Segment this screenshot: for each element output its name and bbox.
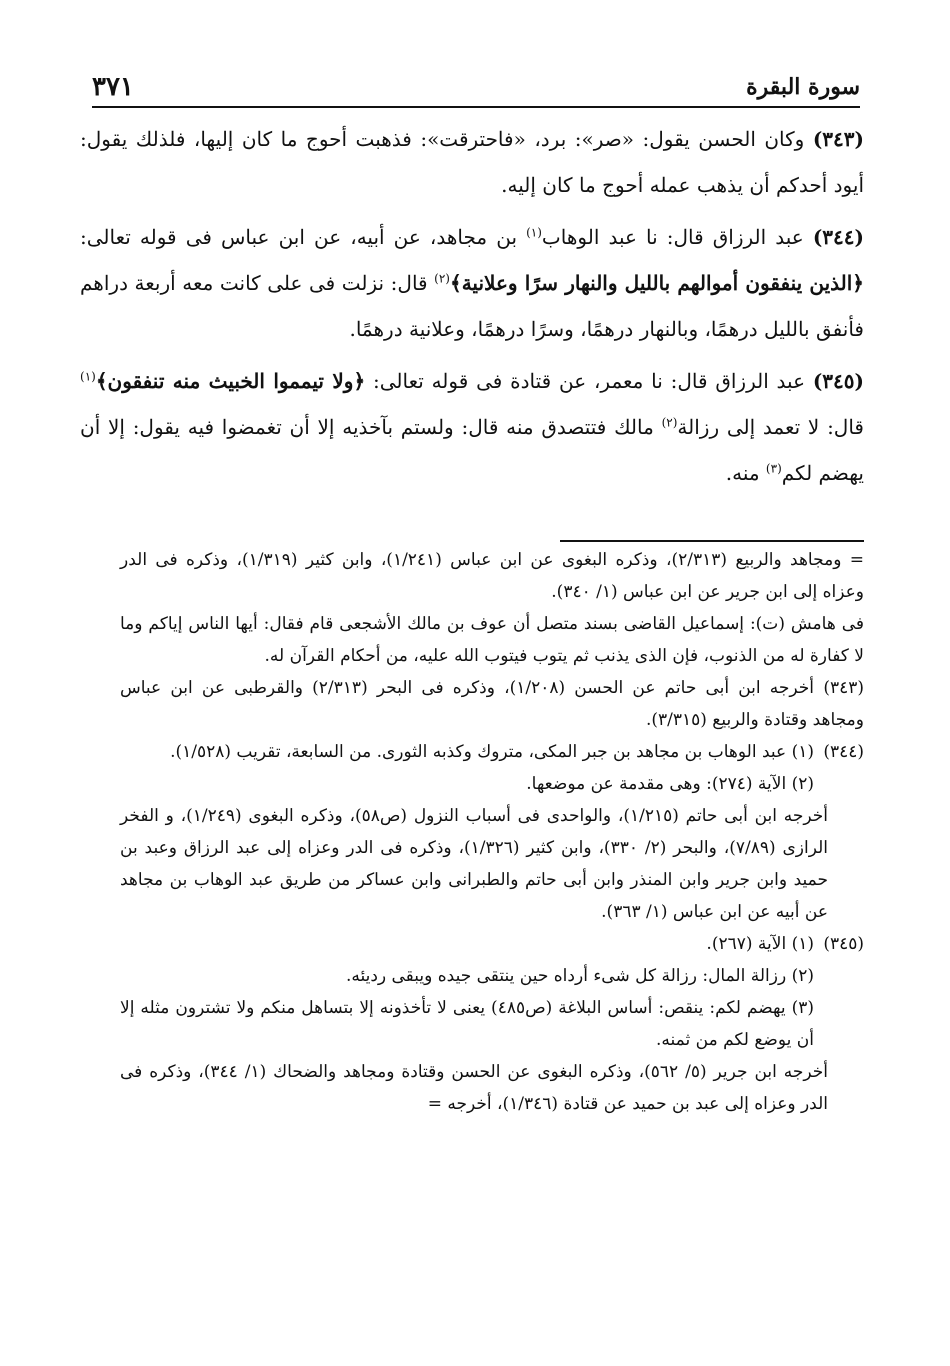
footnote: [120, 672, 864, 736]
footnote-ref: (٣): [765, 461, 782, 476]
footnote-text: (١) الآية (٢٦٧).: [706, 934, 814, 954]
paragraph-text: وكان الحسن يقول: «صر»: برد، «فاحترقت»: فذهبت أحوج ما كان إليها، فلذلك يقول: أيود أحدكم أن يذهب عمله أحوج ما كان إليه.: [80, 127, 864, 197]
paragraph-text: بن مجاهد، عن أبيه، عن ابن عباس فى قوله تعالى:: [80, 225, 527, 249]
paragraph-text: عبد الرزاق قال: نا معمر، عن قتادة فى قوله تعالى:: [365, 369, 813, 393]
paragraph-text: عبد الرزاق قال: نا عبد الوهاب: [541, 225, 813, 249]
paragraph-345: [80, 358, 864, 496]
footnote: [120, 608, 864, 672]
footnote: [120, 928, 864, 960]
footnote-text: (٢) الآية (٢٧٤): وهى مقدمة عن موضعها.: [526, 774, 814, 794]
footnote-text: فى هامش (ت): إسماعيل القاضى بسند متصل أن عوف بن مالك الأشجعى قام فقال: أيها الناس إياكم وما لا كفارة له من الذنوب، فإن الذى يذنب ثم يتوب فيتوب الله عليه، من أحكام القرآن له.: [120, 614, 864, 666]
footnote-ref: (٢): [661, 415, 678, 430]
paragraph-text: مالك فتتصدق منه قال: ولستم بآخذيه إلا أن تغمضوا فيه يقول: إلا أن يهضم لكم: [80, 415, 864, 485]
footnote-label: (٣٤٥): [823, 934, 864, 954]
footnote-ref: (٢): [434, 271, 450, 286]
footnote: [120, 992, 864, 1056]
main-text: [80, 116, 864, 502]
footnotes: [120, 544, 864, 1120]
footnote-text: (١) عبد الوهاب بن مجاهد بن جبر المكى، متروك وكذبه الثورى. من السابعة، تقريب (١/٥٢٨).: [170, 742, 814, 762]
footnote-text: (٣) يهضم لكم: ينقص: أساس البلاغة (ص٤٨٥) يعنى لا تأخذونه إلا بتساهل منكم ولا تشترون مثله إلا أن يوضع لكم من ثمنه.: [120, 998, 814, 1050]
footnote-text: أخرجه ابن أبى حاتم عن الحسن (١/٢٠٨)، وذكره فى البحر (٢/٣١٣) والقرطبى عن ابن عباس ومجاهد وقتادة والربيع (٣/٣١٥).: [120, 678, 864, 730]
paragraph-text: قال: لا تعمد إلى رزالة: [677, 415, 864, 439]
footnote: [120, 736, 864, 768]
footnote: [120, 960, 864, 992]
hadith-number: (٣٤٤): [812, 225, 864, 249]
footnote: [120, 768, 864, 800]
footnote: [120, 1056, 864, 1120]
footnote-label: (٣٤٣): [823, 678, 864, 698]
footnote-text: أخرجه ابن أبى حاتم (١/٢١٥)، والواحدى فى أسباب النزول (ص٥٨)، وذكره البغوى (١/٢٤٩)، و الفخر الرازى (٧/٨٩)، والبحر (٢/ ٣٣٠)، وابن كثير (١/٣٢٦)، وذكره فى الدر وعزاه إلى عبد الرزاق وعبد بن حميد وابن جرير وابن المنذر وابن أبى حاتم والطبرانى وابن عساكر من طريق عبد الوهاب بن مجاهد عن أبيه عن ابن عباس (١/ ٣٦٣).: [120, 806, 828, 922]
footnote-text: = ومجاهد والربيع (٢/٣١٣)، وذكره البغوى عن ابن عباس (١/٢٤١)، وابن كثير (١/٣١٩)، وذكره فى الدر وعزاه إلى ابن جرير عن ابن عباس (١/ ٣٤٠).: [120, 550, 864, 602]
footnote: [120, 800, 864, 928]
hadith-number: (٣٤٣): [812, 127, 864, 151]
footnote-ref: (١): [526, 225, 542, 240]
footnote-label: (٣٤٤): [823, 742, 864, 762]
page-number: ٣٧١: [92, 72, 134, 102]
footnote-text: أخرجه ابن جرير (٥/ ٥٦٢)، وذكره البغوى عن الحسن وقتادة ومجاهد والضحاك (١/ ٣٤٤)، وذكره فى الدر وعزاه إلى عبد بن حميد عن قتادة (١/٣٤٦)، أخرجه =: [120, 1062, 829, 1114]
surah-title: سورة البقرة: [746, 74, 860, 100]
footnote-separator: [560, 540, 864, 542]
paragraph-344: [80, 214, 864, 352]
footnote-ref: (١): [80, 369, 96, 384]
footnote-text: (٢) رزالة المال: رزالة كل شىء أرداه حين ينتقى جيده ويبقى رديئه.: [345, 966, 814, 986]
quran-quote: ﴿ولا تيمموا الخبيث منه تنفقون﴾: [95, 369, 366, 393]
hadith-number: (٣٤٥): [812, 369, 864, 393]
paragraph-text: قال: نزلت فى على كانت معه أربعة دراهم فأنفق بالليل درهمًا، وبالنهار درهمًا، وسرًا درهمًا، وعلانية درهمًا.: [80, 271, 864, 341]
paragraph-343: [80, 116, 864, 208]
page-header: [92, 62, 860, 108]
quran-quote: ﴿الذين ينفقون أموالهم بالليل والنهار سرًا وعلانية﴾: [449, 271, 864, 295]
footnote: [120, 544, 864, 608]
paragraph-text: منه.: [725, 461, 766, 485]
